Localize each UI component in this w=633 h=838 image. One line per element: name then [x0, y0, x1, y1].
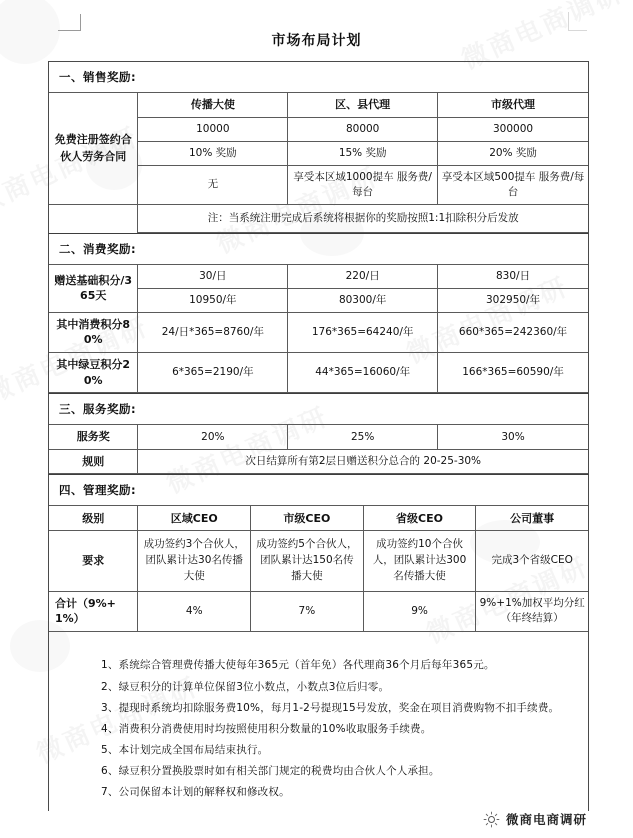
- section-heading: 三、服务奖励:: [59, 402, 137, 417]
- column-header-city-agent: 市级代理: [438, 93, 588, 118]
- table-row: [49, 204, 588, 232]
- table-row: [49, 352, 588, 392]
- table-row: [49, 93, 588, 118]
- brand-name: 微商电商调研: [505, 812, 587, 827]
- sun-burst-icon: [483, 811, 500, 828]
- footnote-item: 4、消费积分消费使用时均按照使用积分数量的10%收取服务手续费。: [101, 722, 432, 735]
- section-consumption-reward: [48, 234, 589, 394]
- cell-service-rate-city: 30%: [438, 425, 588, 450]
- column-header-region-ceo: 区域CEO: [138, 506, 251, 531]
- section-management-reward: [48, 475, 589, 811]
- page-title: 市场布局计划: [271, 33, 362, 49]
- cell-amount-district: 80000: [288, 118, 438, 142]
- cell-amount-city: 300000: [438, 118, 588, 142]
- table-row: [49, 449, 588, 474]
- row-label-base-points: 赠送基础积分/365天: [49, 264, 138, 312]
- section-heading: 二、消费奖励:: [59, 241, 137, 256]
- row-label-consumption-points: 其中消费积分80%: [49, 312, 138, 352]
- cell-bonus-ambassador: 10% 奖励: [138, 142, 288, 166]
- footnote-item: 3、提现时系统均扣除服务费10%，每月1-2号提现15号发放，奖金在项目消费购物不扣手续费。: [101, 701, 560, 714]
- cell-mungbean-ambassador: 6*365=2190/年: [138, 352, 288, 392]
- cell-service-rule: 次日结算所有第2层日赠送积分总合的 20-25-30%: [138, 449, 588, 474]
- cell-base-daily-district: 220/日: [288, 264, 438, 288]
- cell-service-ambassador: 无: [138, 166, 288, 205]
- cell-base-yearly-ambassador: 10950/年: [138, 288, 288, 312]
- footnote-item: 6、绿豆积分置换股票时如有相关部门规定的税费均由合伙人个人承担。: [101, 765, 440, 778]
- footnotes-list: [49, 648, 588, 811]
- cell-consumption-ambassador: 24/日*365=8760/年: [138, 312, 288, 352]
- sales-note: 注：当系统注册完成后系统将根据你的奖励按照1:1扣除积分后发放: [138, 204, 588, 232]
- cell-bonus-district: 15% 奖励: [288, 142, 438, 166]
- cell-service-city: 享受本区域500提车 服务费/每台: [438, 166, 588, 205]
- cell-total-company-director: 9%+1%加权平均分红（年终结算）: [476, 591, 588, 631]
- table-row: [49, 506, 588, 531]
- consumption-reward-table: [49, 264, 588, 393]
- table-row: [49, 312, 588, 352]
- row-label-total: 合计（9%+1%）: [49, 591, 138, 631]
- cell-req-city-ceo: 成功签约5个合伙人，团队累计达150名传播大使: [251, 531, 364, 591]
- cell-base-daily-ambassador: 30/日: [138, 264, 288, 288]
- row-label-requirement: 要求: [49, 531, 138, 591]
- cell-amount-ambassador: 10000: [138, 118, 288, 142]
- column-header-province-ceo: 省级CEO: [363, 506, 476, 531]
- column-header-city-ceo: 市级CEO: [251, 506, 364, 531]
- column-header-ambassador: 传播大使: [138, 93, 288, 118]
- cell-req-company-director: 完成3个省级CEO: [476, 531, 588, 591]
- brand-chip: [483, 810, 587, 828]
- cell-base-yearly-city: 302950/年: [438, 288, 588, 312]
- cell-total-province-ceo: 9%: [363, 591, 476, 631]
- table-row: [49, 591, 588, 631]
- cell-bonus-city: 20% 奖励: [438, 142, 588, 166]
- section-heading: 四、管理奖励:: [59, 483, 137, 498]
- cell-consumption-district: 176*365=64240/年: [288, 312, 438, 352]
- cell-req-province-ceo: 成功签约10个合伙人，团队累计达300名传播大使: [363, 531, 476, 591]
- cell-base-daily-city: 830/日: [438, 264, 588, 288]
- footnote-item: 2、绿豆积分的计算单位保留3位小数点，小数点3位后归零。: [101, 680, 390, 693]
- footnote-item: 1、系统综合管理费传播大使每年365元（首年免）各代理商36个月后每年365元。: [101, 659, 495, 672]
- cell-mungbean-city: 166*365=60590/年: [438, 352, 588, 392]
- section-heading: 一、销售奖励:: [59, 70, 137, 84]
- cell-service-rate-ambassador: 20%: [138, 425, 288, 450]
- row-label-service-award: 服务奖: [49, 425, 138, 450]
- table-row: [49, 531, 588, 591]
- row-label-mungbean-points: 其中绿豆积分20%: [49, 352, 138, 392]
- row-label-rule: 规则: [49, 449, 138, 474]
- section-sales-reward: [48, 61, 589, 234]
- table-row: [49, 425, 588, 450]
- footnote-item: 7、公司保留本计划的解释权和修改权。: [101, 786, 290, 799]
- service-reward-table: [49, 424, 588, 474]
- column-header-company-director: 公司董事: [476, 506, 588, 531]
- cell-total-city-ceo: 7%: [251, 591, 364, 631]
- sales-side-label: 免费注册签约合伙人劳务合同: [49, 93, 138, 205]
- cell-req-region-ceo: 成功签约3个合伙人，团队累计达30名传播大使: [138, 531, 251, 591]
- column-header-level: 级别: [49, 506, 138, 531]
- table-row: [49, 264, 588, 288]
- cell-service-district: 享受本区域1000提车 服务费/每台: [288, 166, 438, 205]
- column-header-district-agent: 区、县代理: [288, 93, 438, 118]
- management-reward-table: [49, 505, 588, 631]
- cell-service-rate-district: 25%: [288, 425, 438, 450]
- cell-base-yearly-district: 80300/年: [288, 288, 438, 312]
- sales-reward-table: [49, 92, 588, 233]
- footnote-item: 5、本计划完成全国布局结束执行。: [101, 744, 269, 757]
- cell-mungbean-district: 44*365=16060/年: [288, 352, 438, 392]
- cell-total-region-ceo: 4%: [138, 591, 251, 631]
- section-service-reward: [48, 394, 589, 475]
- cell-consumption-city: 660*365=242360/年: [438, 312, 588, 352]
